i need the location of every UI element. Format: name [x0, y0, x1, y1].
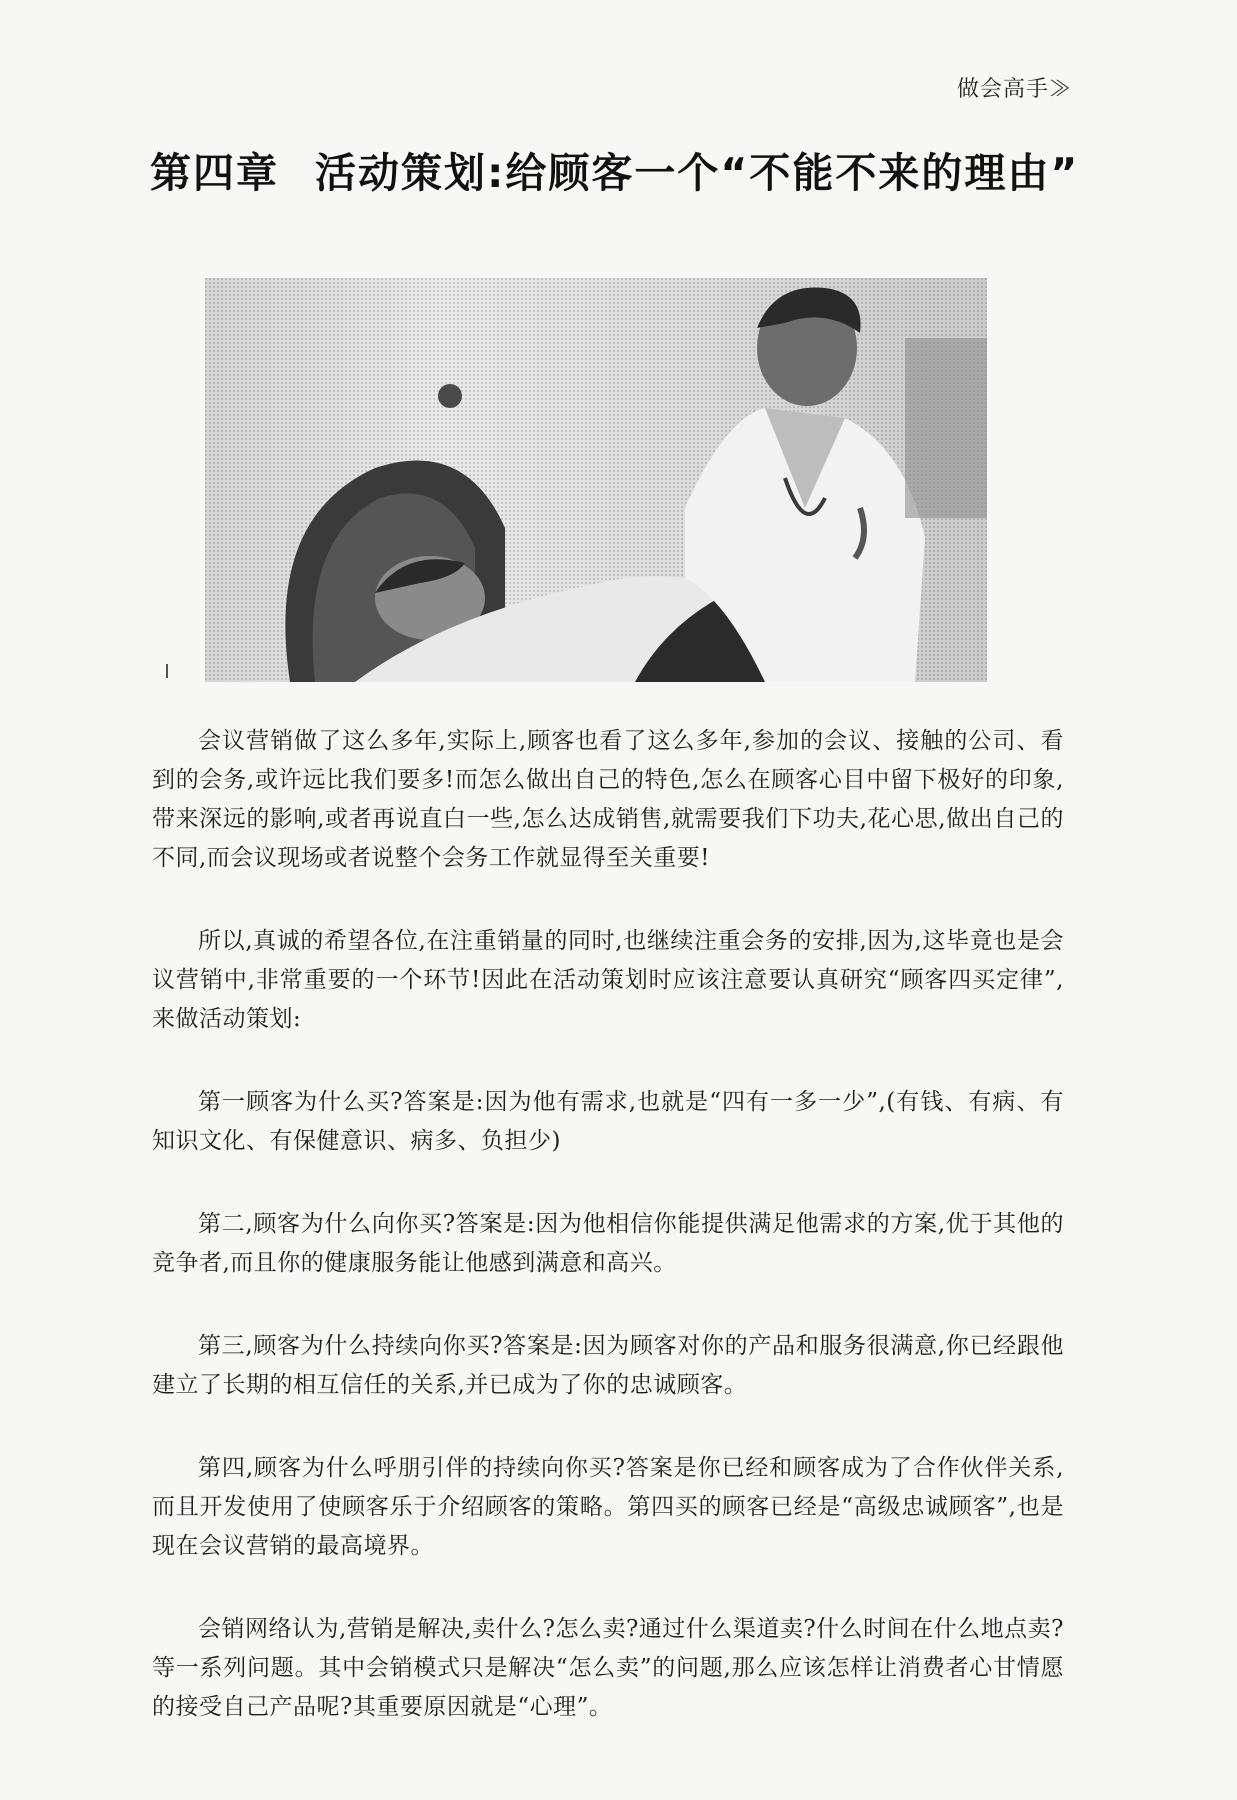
- chapter-title: [150, 140, 1110, 199]
- paragraph-7: 会销网络认为,营销是解决,卖什么?怎么卖?通过什么渠道卖?什么时间在什么地点卖?等一系列问题。其中会销模式只是解决“怎么卖”的问题,那么应该怎样让消费者心甘情愿的接受自己产品呢?其重要原因就是“心理”。: [152, 1616, 1064, 1720]
- scan-artifact: [166, 664, 168, 678]
- running-header: 做会高手≫: [956, 77, 1072, 102]
- paragraph-3: 第一顾客为什么买?答案是:因为他有需求,也就是“四有一多一少”,(有钱、有病、有知识文化、有保健意识、病多、负担少): [152, 1089, 1064, 1154]
- paragraph-1: 会议营销做了这么多年,实际上,顾客也看了这么多年,参加的会议、接触的公司、看到的会务,或许远比我们要多!而怎么做出自己的特色,怎么在顾客心目中留下极好的印象,带来深远的影响,或者再说直白一些,怎么达成销售,就需要我们下功夫,花心思,做出自己的不同,而会议现场或者说整个会务工作就显得至关重要!: [152, 728, 1064, 871]
- paragraph-2: 所以,真诚的希望各位,在注重销量的同时,也继续注重会务的安排,因为,这毕竟也是会议营销中,非常重要的一个环节!因此在活动策划时应该注意要认真研究“顾客四买定律”,来做活动策划:: [152, 928, 1064, 1032]
- chapter-heading: 活动策划:给顾客一个“不能不来的理由”: [315, 149, 1080, 197]
- paragraph-4: 第二,顾客为什么向你买?答案是:因为他相信你能提供满足他需求的方案,优于其他的竞争者,而且你的健康服务能让他感到满意和高兴。: [152, 1211, 1064, 1276]
- body-text: [152, 722, 1064, 1771]
- photo-drawing: [205, 278, 987, 682]
- paragraph-5: 第三,顾客为什么持续向你买?答案是:因为顾客对你的产品和服务很满意,你已经跟他建立了长期的相互信任的关系,并已成为了你的忠诚顾客。: [152, 1333, 1064, 1398]
- illustration-photo: [205, 278, 987, 682]
- chapter-number: 第四章: [150, 149, 279, 197]
- paragraph-6: 第四,顾客为什么呼朋引伴的持续向你买?答案是你已经和顾客成为了合作伙伴关系,而且开发使用了使顾客乐于介绍顾客的策略。第四买的顾客已经是“高级忠诚顾客”,也是现在会议营销的最高境界。: [152, 1455, 1064, 1559]
